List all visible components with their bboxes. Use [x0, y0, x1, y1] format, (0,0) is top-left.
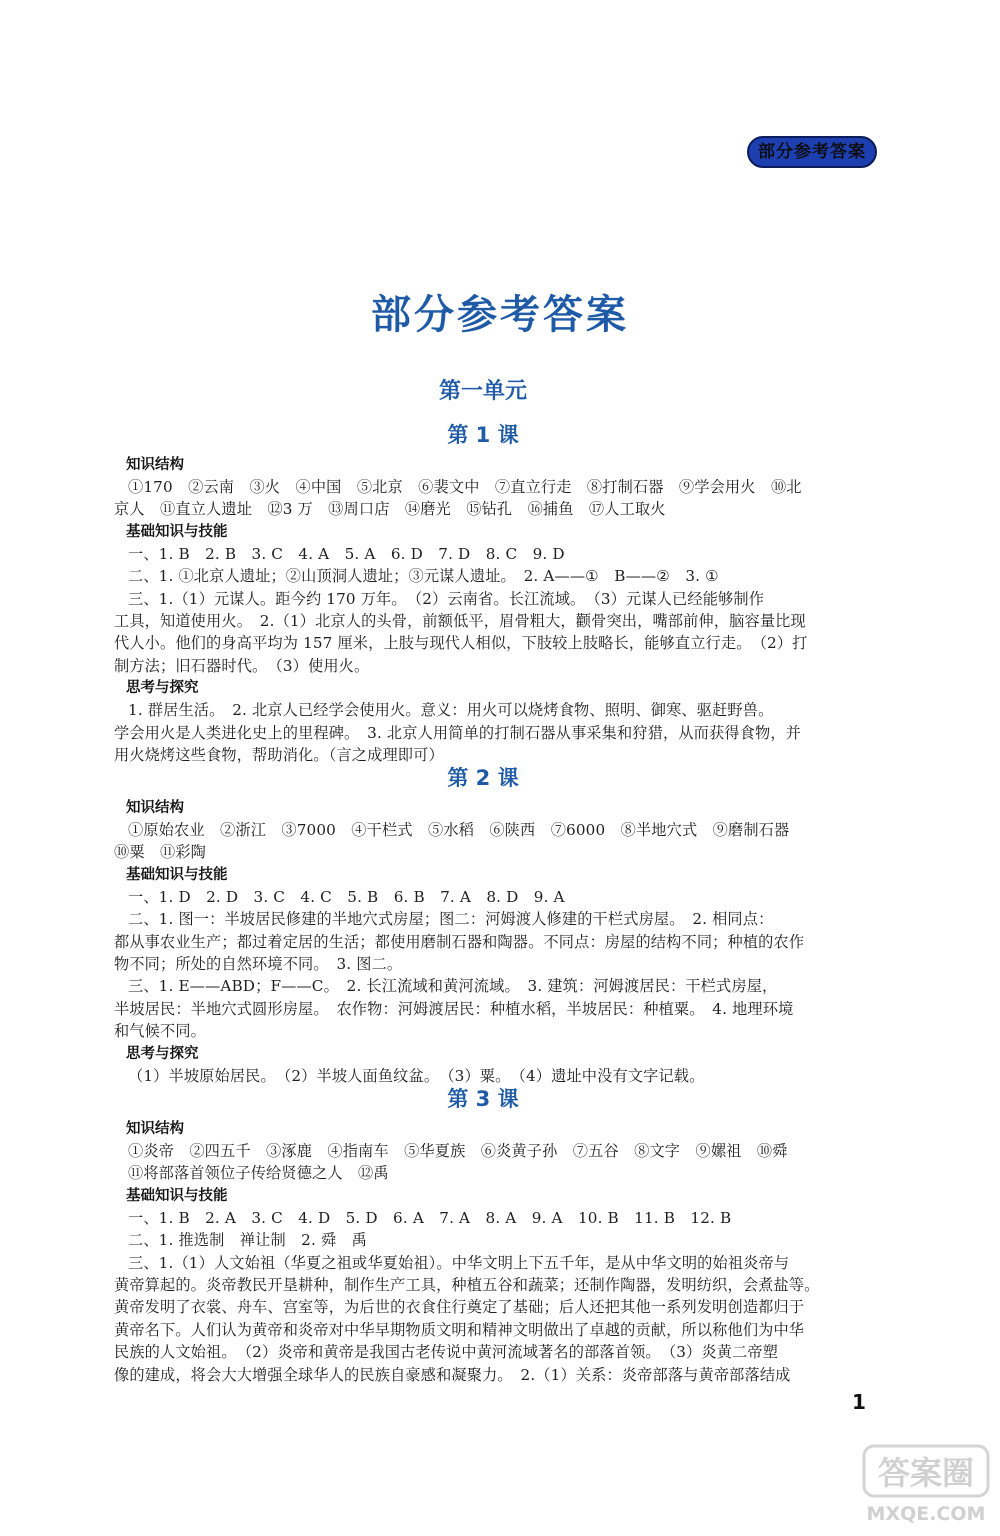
- answer-line: 像的建成，将会大大增强全球华人的民族自豪感和凝聚力。 2.（1）关系：炎帝部落与黄帝部落结成: [114, 1365, 791, 1384]
- answer-line: 民族的人文始祖。 （2）炎帝和黄帝是我国古老传说中黄河流域著名的部落首领。 （3）炎黄二帝塑: [114, 1343, 779, 1362]
- answer-line: 一、1. B 2. A 3. C 4. D 5. D 6. A 7. A 8. A 9. A 10. B 11. B 12. B: [128, 1208, 732, 1227]
- answer-line: ①原始农业 ②浙江 ③7000 ④干栏式 ⑤水稻 ⑥陕西 ⑦6000 ⑧半地穴式 ⑨磨制石器: [128, 821, 790, 839]
- answer-line: 和气候不同。: [114, 1022, 207, 1041]
- answer-line: （1）半坡原始居民。 （2）半坡人面鱼纹盆。 （3）粟。 （4）遗址中没有文字记载。: [128, 1066, 705, 1085]
- lesson-1-title: 第 1 课: [447, 423, 519, 447]
- answer-line: ⑪将部落首领位子传给贤德之人 ⑫禹: [128, 1164, 389, 1183]
- lesson-2-content: [114, 797, 884, 1087]
- answer-line: 工具，知道使用火。 2.（1）北京人的头骨，前额低平，眉骨粗大，颧骨突出，嘴部前伸，脑容量比现: [114, 611, 806, 630]
- answer-line: ⑩粟 ⑪彩陶: [114, 843, 207, 862]
- section-heading: 基础知识与技能: [126, 1187, 228, 1204]
- section-heading: 知识结构: [126, 800, 184, 816]
- answer-line: 二、1. 图一：半坡居民修建的半地穴式房屋；图二：河姆渡人修建的干栏式房屋。 2. 相同点：: [128, 910, 774, 929]
- answer-line: 一、1. B 2. B 3. C 4. A 5. A 6. D 7. D 8. C 9. D: [128, 544, 565, 563]
- page-number: 1: [852, 1390, 866, 1414]
- answer-line: 京人 ⑪直立人遗址 ⑫3 万 ⑬周口店 ⑭磨光 ⑮钻孔 ⑯捕鱼 ⑰人工取火: [114, 500, 666, 519]
- answer-line: 三、1.（1）元谋人。距今约 170 万年。 （2）云南省。长江流域。 （3）元谋人已经能够制作: [128, 589, 765, 608]
- answer-line: 物不同；所处的自然环境不同。 3. 图二。: [114, 954, 403, 973]
- answer-line: 制方法；旧石器时代。 （3）使用火。: [114, 656, 370, 675]
- answer-line: 一、1. D 2. D 3. C 4. C 5. B 6. B 7. A 8. D 9. A: [128, 887, 565, 906]
- watermark-url: MXQE.COM: [866, 1503, 986, 1525]
- section-heading: 基础知识与技能: [126, 523, 228, 540]
- watermark-text: 答案圈: [877, 1454, 975, 1492]
- section-heading: 知识结构: [126, 1121, 184, 1137]
- page-title: 部分参考答案: [371, 292, 629, 338]
- lesson-2-title: 第 2 课: [447, 766, 519, 790]
- section-heading: 知识结构: [126, 457, 184, 473]
- unit-title: 第一单元: [438, 379, 527, 404]
- answer-line: 三、1. E——ABD；F——C。 2. 长江流域和黄河流域。 3. 建筑：河姆渡居民：干栏式房屋，: [128, 977, 778, 996]
- section-heading: 思考与探究: [126, 680, 199, 697]
- answer-line: ①170 ②云南 ③火 ④中国 ⑤北京 ⑥裴文中 ⑦直立行走 ⑧打制石器 ⑨学会用火 ⑩北: [128, 478, 802, 496]
- answer-line: 1. 群居生活。 2. 北京人已经学会使用火。意义：用火可以烧烤食物、照明、御寒、驱赶野兽。: [128, 701, 774, 720]
- lesson-1-content: [114, 454, 884, 766]
- lesson-3-title: 第 3 课: [447, 1087, 519, 1111]
- answer-line: 黄帝名下。人们认为黄帝和炎帝对中华早期物质文明和精神文明做出了卓越的贡献，所以称他们为中华: [114, 1320, 805, 1339]
- header-tab: 部分参考答案: [747, 136, 877, 168]
- watermark-logo: [862, 1440, 990, 1530]
- answer-line: 二、1. ①北京人遗址；②山顶洞人遗址；③元谋人遗址。 2. A——① B——② 3. ①: [128, 567, 719, 586]
- answer-line: ①炎帝 ②四五千 ③涿鹿 ④指南车 ⑤华夏族 ⑥炎黄子孙 ⑦五谷 ⑧文字 ⑨嫘祖 ⑩舜: [128, 1142, 788, 1160]
- answer-line: 三、1.（1）人文始祖（华夏之祖或华夏始祖）。中华文明上下五千年，是从中华文明的始祖炎帝与: [128, 1253, 790, 1272]
- answer-line: 代人小。他们的身高平均为 157 厘米，上肢与现代人相似，下肢较上肢略长，能够直立行走。 （2）打: [114, 634, 808, 653]
- answer-line: 都从事农业生产；都过着定居的生活；都使用磨制石器和陶器。不同点：房屋的结构不同；种植的农作: [114, 932, 805, 951]
- answer-line: 半坡居民：半地穴式圆形房屋。 农作物：河姆渡居民：种植水稻，半坡居民：种植粟。 4. 地理环境: [114, 999, 794, 1018]
- answer-line: 二、1. 推选制 禅让制 2. 舜 禹: [128, 1231, 367, 1250]
- answer-line: 用火烧烤这些食物，帮助消化。（言之成理即可）: [114, 745, 444, 764]
- answer-line: 黄帝发明了衣裳、舟车、宫室等，为后世的衣食住行奠定了基础；后人还把其他一系列发明创造都归于: [114, 1298, 805, 1317]
- section-heading: 基础知识与技能: [126, 866, 228, 883]
- lesson-3-content: [114, 1118, 884, 1386]
- answer-line: 黄帝算起的。炎帝教民开垦耕种，制作生产工具，种植五谷和蔬菜；还制作陶器，发明纺织，会煮盐等。: [114, 1275, 820, 1294]
- section-heading: 思考与探究: [126, 1045, 199, 1062]
- answer-line: 学会用火是人类进化史上的里程碑。 3. 北京人用简单的打制石器从事采集和狩猎，从而获得食物，并: [114, 723, 802, 742]
